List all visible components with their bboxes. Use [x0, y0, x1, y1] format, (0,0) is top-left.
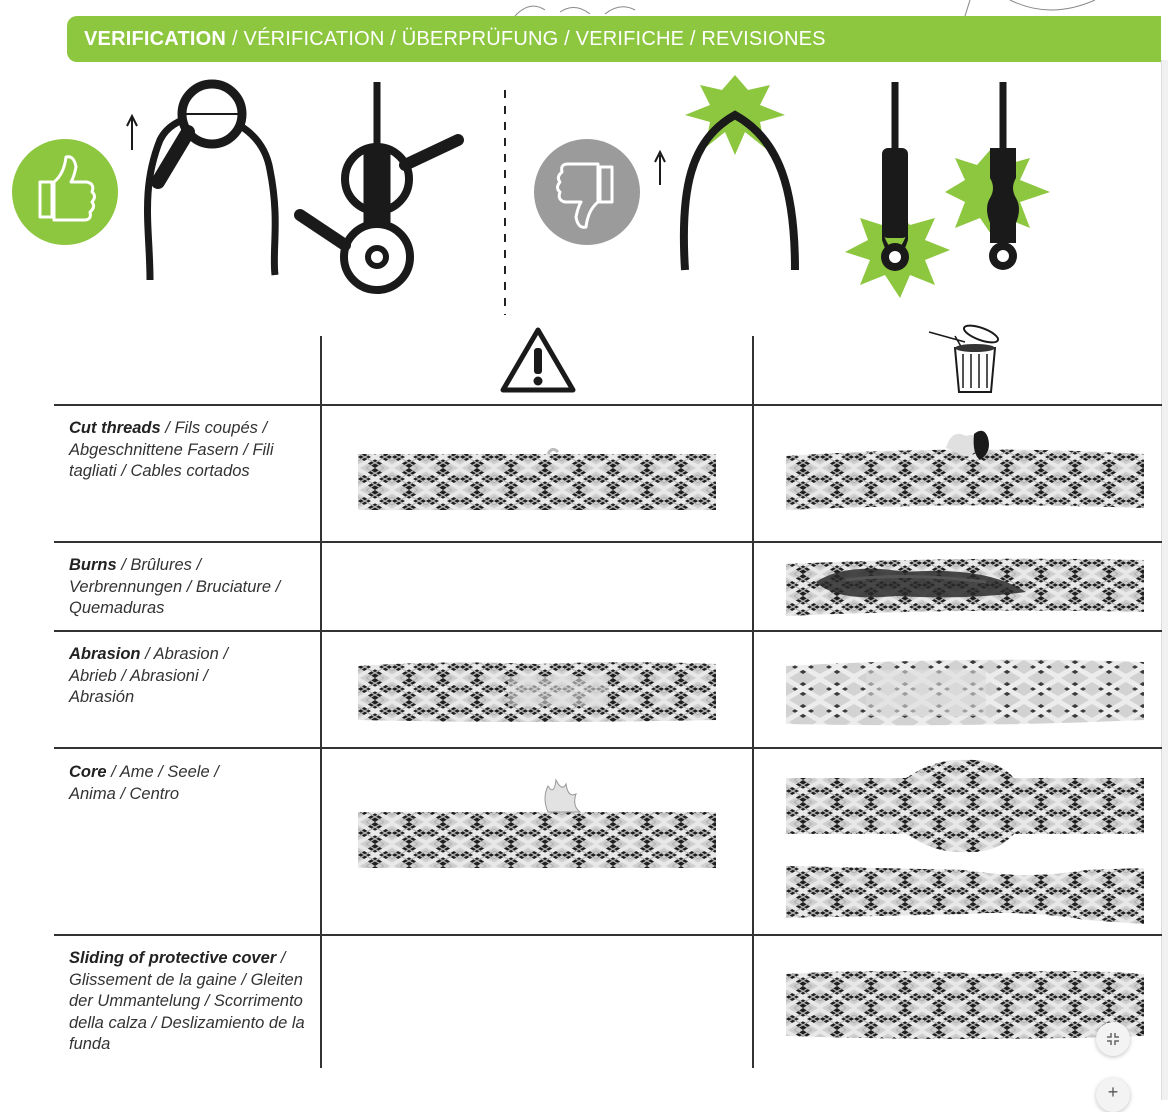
rope-bend-inspection — [127, 84, 275, 280]
table-row-divider — [54, 747, 1162, 749]
termination-damaged-1 — [845, 82, 950, 298]
header-title-bold: VERIFICATION — [84, 27, 227, 50]
rope-abrasion-discard — [786, 656, 1146, 731]
row-label-translations: / Abrasion / Abrieb / Abrasioni / Abrasión — [69, 645, 228, 706]
termination-damaged-2 — [945, 82, 1050, 270]
table-col-divider-2 — [752, 336, 754, 1068]
rope-abrasion-warning — [358, 656, 718, 726]
collapse-icon — [1105, 1031, 1121, 1047]
header-title-languages: / VÉRIFICATION / ÜBERPRÜFUNG / VERIFICHE / REVISIONES — [232, 27, 826, 50]
verification-header — [67, 16, 1161, 62]
row-label-cut-threads — [69, 418, 314, 483]
row-label-core — [69, 762, 249, 805]
row-label-translations: / Ame / Seele / Anima / Centro — [69, 763, 219, 803]
row-label-bold: Sliding of protective cover — [69, 949, 277, 967]
row-label-bold: Abrasion — [69, 645, 141, 663]
row-label-translations: / Brûlures / Verbrennungen / Bruciature / Quemaduras — [69, 556, 281, 617]
thumbs-up-icon — [12, 139, 118, 245]
table-row-divider — [54, 934, 1162, 936]
table-row-divider — [54, 541, 1162, 543]
rope-bend-damaged — [655, 75, 795, 270]
zoom-in-icon: + — [1107, 1082, 1119, 1102]
row-label-bold: Core — [69, 763, 107, 781]
warning-triangle-icon — [498, 324, 578, 396]
top-sketch-decoration — [0, 0, 1168, 16]
row-label-bold: Cut threads — [69, 419, 161, 437]
table-row-divider — [54, 630, 1162, 632]
row-label-translations: / Fils coupés / Abgeschnittene Fasern / Fili tagliati / Cables cortados — [69, 419, 274, 480]
row-label-burns — [69, 555, 314, 620]
row-label-abrasion — [69, 644, 269, 709]
rope-core-bulge-discard — [786, 758, 1146, 858]
row-label-translations: / Glissement de la gaine / Gleiten der Ummantelung / Scorrimento della calza / Deslizamiento de la funda — [69, 949, 305, 1053]
rope-burns-discard — [786, 552, 1146, 622]
rope-cut-threads-discard — [786, 424, 1146, 514]
collapse-button[interactable] — [1096, 1022, 1130, 1056]
inspection-illustrations — [0, 70, 1168, 320]
table-col-divider-1 — [320, 336, 322, 1068]
thumbs-down-icon — [534, 139, 640, 245]
rope-cut-threads-warning — [358, 446, 718, 516]
rope-sliding-cover-discard — [786, 964, 1146, 1044]
rope-core-warning — [358, 778, 718, 873]
table-row-divider — [54, 404, 1162, 406]
sewn-termination-inspection — [300, 82, 458, 290]
trash-can-icon — [925, 322, 1005, 396]
row-label-sliding-cover — [69, 948, 314, 1056]
zoom-in-button[interactable] — [1096, 1078, 1130, 1112]
row-label-bold: Burns — [69, 556, 117, 574]
rope-core-thin-discard — [786, 858, 1146, 928]
